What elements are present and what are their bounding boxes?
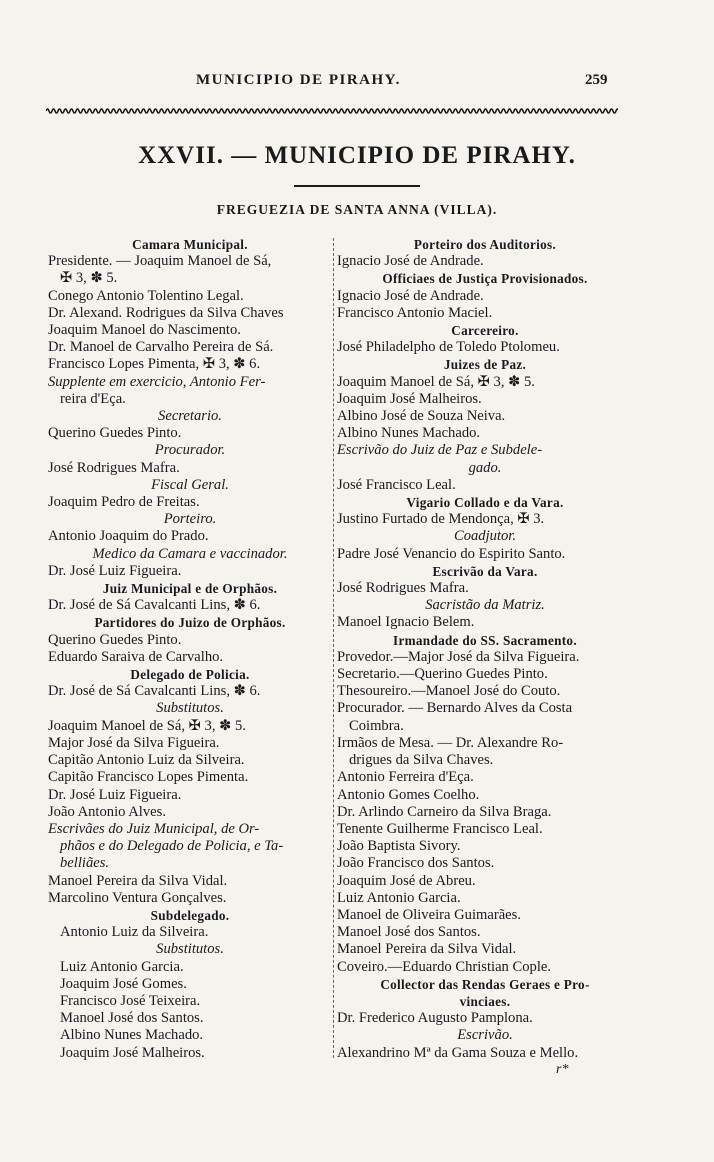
section-heading: Officiaes de Justiça Provisionados. xyxy=(382,271,588,287)
entry-line: Marcolino Ventura Gonçalves. xyxy=(48,889,227,906)
section-heading: Escrivão da Vara. xyxy=(432,563,538,579)
entry-line: Dr. José de Sá Cavalcanti Lins, ✽ 6. xyxy=(48,683,261,700)
entry-line: Procurador. xyxy=(154,442,226,459)
running-head-title: MUNICIPIO DE PIRAHY. xyxy=(196,72,401,88)
page-number: 259 xyxy=(585,72,608,88)
entry-line: João Francisco dos Santos. xyxy=(337,855,495,872)
entry-line: Provedor.—Major José da Silva Figueira. xyxy=(337,648,580,665)
section-heading: Camara Municipal. xyxy=(132,237,248,252)
entry-line: Major José da Silva Figueira. xyxy=(48,734,220,751)
entry-line: Antonio Luiz da Silveira. xyxy=(60,924,209,941)
section-heading: Carcereiro. xyxy=(451,323,519,339)
entry-line: Querino Guedes Pinto. xyxy=(48,631,182,648)
entry-line: Dr. José Luiz Figueira. xyxy=(48,562,182,579)
entry-line: Albino Nunes Machado. xyxy=(60,1027,204,1044)
entry-line: Presidente. — Joaquim Manoel de Sá, xyxy=(48,253,272,270)
entry-line: Porteiro. xyxy=(163,511,217,528)
entry-line: Manoel Ignacio Belem. xyxy=(337,614,475,631)
entry-line: Alexandrino Mª da Gama Souza e Mello. xyxy=(337,1044,579,1061)
entry-line: Luiz Antonio Garcia. xyxy=(337,889,461,906)
column-divider xyxy=(333,238,334,1058)
entry-line: Manoel Pereira da Silva Vidal. xyxy=(337,941,517,958)
entry-line: Procurador. — Bernardo Alves da Costa xyxy=(337,700,573,717)
entry-line: Luiz Antonio Garcia. xyxy=(60,958,184,975)
section-heading: vinciaes. xyxy=(459,993,511,1009)
chapter-title: XXVII. — MUNICIPIO DE PIRAHY. xyxy=(138,142,576,169)
section-heading: Collector das Rendas Geraes e Pro- xyxy=(380,976,590,992)
entry-line: Albino José de Souza Neiva. xyxy=(337,408,506,425)
entry-line: phãos e do Delegado de Policia, e Ta- xyxy=(60,838,284,855)
parish-heading: FREGUEZIA DE SANTA ANNA (VILLA). xyxy=(216,202,498,217)
entry-line: Fiscal Geral. xyxy=(151,476,229,493)
entry-line: Ignacio José de Andrade. xyxy=(337,287,484,304)
entry-line: Antonio Ferreira d'Eça. xyxy=(337,769,474,786)
entry-line: Dr. Manoel de Carvalho Pereira de Sá. xyxy=(48,339,274,356)
wavy-rule xyxy=(46,106,618,116)
entry-line: Manoel José dos Santos. xyxy=(60,1010,204,1027)
entry-line: Medico da Camara e vaccinador. xyxy=(92,545,288,562)
left-column xyxy=(48,236,332,1062)
section-heading: Juizes de Paz. xyxy=(443,357,527,373)
entry-line: Dr. Arlindo Carneiro da Silva Braga. xyxy=(337,803,552,820)
entry-line: Irmãos de Mesa. — Dr. Alexandre Ro- xyxy=(337,734,564,751)
entry-line: Escrivão do Juiz de Paz e Subdele- xyxy=(337,442,543,459)
entry-line: Joaquim José Malheiros. xyxy=(60,1044,205,1061)
entry-line: gado. xyxy=(468,459,502,476)
entry-line: Thesoureiro.—Manoel José do Couto. xyxy=(337,683,561,700)
entry-line: Dr. Frederico Augusto Pamplona. xyxy=(337,1010,533,1027)
running-head xyxy=(0,72,714,96)
entry-line: Tenente Guilherme Francisco Leal. xyxy=(337,820,543,837)
entry-line: Substitutos. xyxy=(156,700,224,717)
entry-line: Manoel José dos Santos. xyxy=(337,924,481,941)
entry-line: Coadjutor. xyxy=(453,528,517,545)
entry-line: Antonio Joaquim do Prado. xyxy=(48,528,209,545)
entry-line: ✠ 3, ✽ 5. xyxy=(60,270,118,287)
entry-line: Joaquim José Gomes. xyxy=(60,975,187,992)
entry-line: Ignacio José de Andrade. xyxy=(337,253,484,270)
section-heading: Delegado de Policia. xyxy=(130,667,250,683)
entry-line: Escrivão. xyxy=(457,1027,513,1044)
entry-line: Francisco José Teixeira. xyxy=(60,992,201,1009)
entry-line: Joaquim José Malheiros. xyxy=(337,390,482,407)
entry-line: Joaquim Pedro de Freitas. xyxy=(48,494,200,511)
entry-line: João Baptista Sivory. xyxy=(337,838,461,855)
right-column xyxy=(337,236,633,1062)
entry-line: Secretario.—Querino Guedes Pinto. xyxy=(337,666,548,683)
entry-line: José Philadelpho de Toledo Ptolomeu. xyxy=(337,339,560,356)
section-heading: Porteiro dos Auditorios. xyxy=(413,237,557,252)
entry-line: Sacristão da Matriz. xyxy=(425,597,545,614)
entry-line: José Rodrigues Mafra. xyxy=(337,580,469,597)
section-heading: Vigario Collado e da Vara. xyxy=(406,495,564,511)
entry-line: Escrivães do Juiz Municipal, de Or- xyxy=(48,820,260,837)
entry-line: José Francisco Leal. xyxy=(337,476,456,493)
entry-line: Dr. José de Sá Cavalcanti Lins, ✽ 6. xyxy=(48,597,261,614)
entry-line: reira d'Eça. xyxy=(60,390,126,407)
title-rule xyxy=(294,185,420,187)
entry-line: Joaquim José de Abreu. xyxy=(337,872,476,889)
entry-line: Querino Guedes Pinto. xyxy=(48,425,182,442)
section-heading: Irmandade do SS. Sacramento. xyxy=(393,632,577,648)
entry-line: Dr. José Luiz Figueira. xyxy=(48,786,182,803)
entry-line: Albino Nunes Machado. xyxy=(337,425,481,442)
entry-line: Conego Antonio Tolentino Legal. xyxy=(48,287,244,304)
entry-line: Capitão Francisco Lopes Pimenta. xyxy=(48,769,249,786)
signature-mark: r* xyxy=(556,1062,569,1077)
entry-line: Substitutos. xyxy=(156,941,224,958)
entry-line: Coveiro.—Eduardo Christian Cople. xyxy=(337,958,552,975)
section-heading: Juiz Municipal e de Orphãos. xyxy=(102,581,278,597)
entry-line: Joaquim Manoel de Sá, ✠ 3, ✽ 5. xyxy=(48,717,246,734)
entry-line: Manoel Pereira da Silva Vidal. xyxy=(48,872,228,889)
entry-line: Supplente em exercicio, Antonio Fer- xyxy=(48,373,266,390)
entry-line: Francisco Lopes Pimenta, ✠ 3, ✽ 6. xyxy=(48,356,261,373)
entry-line: Padre José Venancio do Espirito Santo. xyxy=(337,545,566,562)
entry-line: Manoel de Oliveira Guimarães. xyxy=(337,906,521,923)
entry-line: Justino Furtado de Mendonça, ✠ 3. xyxy=(337,511,545,528)
entry-line: belliães. xyxy=(60,855,110,872)
entry-line: Joaquim Manoel do Nascimento. xyxy=(48,322,241,339)
entry-line: Dr. Alexand. Rodrigues da Silva Chaves xyxy=(48,304,284,321)
entry-line: Eduardo Saraiva de Carvalho. xyxy=(48,648,224,665)
entry-line: drigues da Silva Chaves. xyxy=(349,752,494,769)
entry-line: Antonio Gomes Coelho. xyxy=(337,786,480,803)
section-heading: Partidores do Juizo de Orphãos. xyxy=(94,615,286,631)
entry-line: Secretario. xyxy=(158,408,222,425)
entry-line: Coimbra. xyxy=(349,717,404,734)
entry-line: Francisco Antonio Maciel. xyxy=(337,304,493,321)
entry-line: José Rodrigues Mafra. xyxy=(48,459,180,476)
entry-line: Joaquim Manoel de Sá, ✠ 3, ✽ 5. xyxy=(337,373,535,390)
entry-line: Capitão Antonio Luiz da Silveira. xyxy=(48,752,245,769)
entry-line: João Antonio Alves. xyxy=(48,803,166,820)
section-heading: Subdelegado. xyxy=(150,907,230,923)
